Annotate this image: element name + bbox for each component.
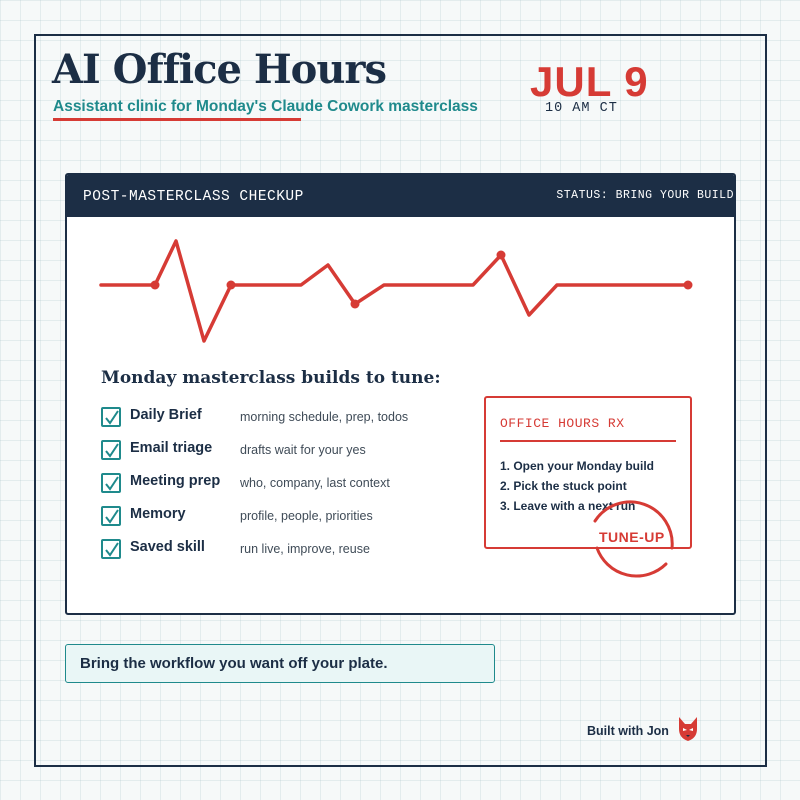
event-date: JUL 9 bbox=[530, 58, 649, 105]
build-name: Daily Brief bbox=[130, 407, 202, 423]
checkbox bbox=[101, 440, 121, 460]
page-title: AI Office Hours bbox=[52, 46, 387, 93]
build-desc: drafts wait for your yes bbox=[240, 443, 366, 457]
checkbox bbox=[101, 539, 121, 559]
cta-box bbox=[65, 644, 495, 683]
subtitle-underline bbox=[53, 118, 301, 121]
rx-divider bbox=[500, 440, 676, 442]
rx-step: 1. Open your Monday build bbox=[500, 459, 655, 473]
heartbeat-line-icon bbox=[67, 175, 736, 355]
build-desc: morning schedule, prep, todos bbox=[240, 410, 409, 424]
checkbox bbox=[101, 506, 121, 526]
fox-logo-icon bbox=[677, 716, 699, 742]
checkbox bbox=[101, 407, 121, 427]
rx-step: 2. Pick the stuck point bbox=[500, 479, 627, 493]
panel-title: POST-MASTERCLASS CHECKUP bbox=[83, 189, 304, 205]
cta-text: Bring the workflow you want off your plate. bbox=[80, 655, 388, 672]
build-desc: who, company, last context bbox=[240, 476, 390, 490]
builds-heading: Monday masterclass builds to tune: bbox=[101, 368, 441, 388]
build-item-memory bbox=[101, 504, 461, 537]
checkbox bbox=[101, 473, 121, 493]
check-icon bbox=[104, 509, 120, 525]
build-item-email-triage bbox=[101, 438, 461, 471]
page-subtitle: Assistant clinic for Monday's Claude Cowork masterclass bbox=[53, 98, 478, 115]
build-item-meeting-prep bbox=[101, 471, 461, 504]
credit-text: Built with Jon bbox=[587, 724, 669, 738]
build-item-daily-brief bbox=[101, 405, 461, 438]
build-name: Meeting prep bbox=[130, 473, 221, 489]
rx-step: 3. Leave with a next run bbox=[500, 499, 636, 513]
check-icon bbox=[104, 443, 120, 459]
build-name: Memory bbox=[130, 506, 186, 522]
check-icon bbox=[104, 410, 120, 426]
panel-status: STATUS: BRING YOUR BUILD bbox=[556, 189, 734, 202]
build-desc: profile, people, priorities bbox=[240, 509, 373, 523]
build-item-saved-skill bbox=[101, 537, 461, 570]
build-name: Saved skill bbox=[130, 539, 205, 555]
build-list bbox=[101, 405, 461, 570]
rx-title: OFFICE HOURS RX bbox=[500, 416, 625, 431]
event-time: 10 AM CT bbox=[545, 101, 618, 116]
build-desc: run live, improve, reuse bbox=[240, 542, 370, 556]
check-icon bbox=[104, 476, 120, 492]
tune-up-stamp: TUNE-UP bbox=[599, 529, 665, 545]
checkup-panel bbox=[65, 173, 736, 615]
build-name: Email triage bbox=[130, 440, 213, 456]
office-hours-rx-card bbox=[484, 396, 692, 549]
rx-steps bbox=[500, 459, 654, 519]
check-icon bbox=[104, 542, 120, 558]
